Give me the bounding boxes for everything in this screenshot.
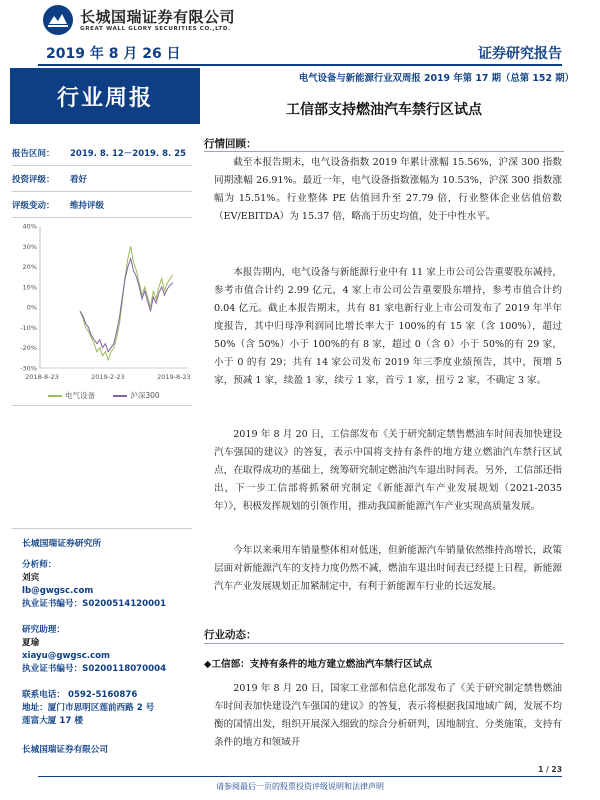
paragraph: 2019 年 8 月 20 日，工信部发布《关于研究制定禁售燃油车时间表加快建设汽车强国的建议》的答复，表示中国将支持有条件的地方建立燃油汽车禁行区试点，在取得成功的基础上，统筹研究制定燃油汽车退出时间表。另外，工信部还指出，下一步工信部将抓紧研究制定《新能源汽车产业发展规划（2021-2035 年）》，积极发挥规划的引领作用，推动我国新能源汽车产业实现高质量发展。 bbox=[214, 429, 562, 512]
y-tick-label: -30% bbox=[20, 364, 37, 373]
legend-swatch bbox=[48, 395, 62, 397]
left-divider bbox=[12, 405, 192, 406]
footer-divider bbox=[38, 776, 562, 777]
contact-phone: 联系电话： 0592-5160876 bbox=[22, 690, 138, 700]
y-tick-label: -20% bbox=[20, 344, 37, 353]
assistant-name: 夏瑜 bbox=[22, 638, 40, 648]
legend-label: 沪深300 bbox=[130, 391, 160, 400]
paragraph: 本报告期内，电气设备与新能源行业中有 11 家上市公司公告重要股东减持，参考市值合计约 2.99 亿元，4 家上市公司公告重要股东增持，参考市值合计约 0.04 亿元。截止本报告期末，共有 81 家电新行业上市公司发布了 2019 年半年度报告，其中归母净利润同比增长率大于 100%的有 15 家（含 100%），超过 50%（含 50%）小于 100%的有 8 家，超过 0（含 0）小于 50%的有 29 家，小于 0 的有 29；共有 14 家公司发布 2019 年三季度业绩预告，其中，预增 5 家，预减 1 家，续盈 1 家，续亏 1 家，首亏 1 家，扭亏 2 家，不确定 3 家。 bbox=[214, 267, 562, 386]
line-chart bbox=[12, 218, 192, 388]
assistant-email[interactable]: xiayu@gwgsc.com bbox=[22, 651, 111, 661]
section-divider bbox=[204, 151, 564, 152]
legend-label: 电气设备 bbox=[65, 391, 95, 400]
paragraph: 2019 年 8 月 20 日，国家工业部和信息化部发布了《关于研究制定禁售燃油车时间表加快建设汽车强国的建议》的答复，表示将根据我国地域广阔，发展不均衡的国情出发，组织开展深入细致的综合分析研判，因地制宜、分类施策，支持有条件的地方和领域开 bbox=[214, 683, 562, 748]
assistant-cert: 执业证书编号：S0200118070004 bbox=[22, 664, 167, 674]
paragraph: 今年以来乘用车销量整体相对低迷，但新能源汽车销量依然维持高增长，政策层面对新能源汽车的支持力度仍然不减，燃油车退出时间表已经提上日程，新能源汽车产业发展规划正加紧制定中，有利于新能源车行业的长远发展。 bbox=[214, 545, 562, 592]
section-title: 行业动态： bbox=[204, 629, 257, 641]
x-tick-label: 2018-8-23 bbox=[25, 373, 59, 381]
contact-address-2: 莲富大厦 17 楼 bbox=[22, 716, 83, 726]
news-headline: ◆工信部：支持有条件的地方建立燃油汽车禁行区试点 bbox=[204, 659, 433, 670]
meta-key: 报告区间： bbox=[12, 149, 55, 159]
meta-row bbox=[12, 192, 192, 218]
y-tick-label: 20% bbox=[22, 263, 37, 272]
assistant-block bbox=[22, 624, 202, 676]
x-tick-label: 2019-8-23 bbox=[157, 373, 191, 381]
contact-address: 地址：厦门市思明区莲前西路 2 号 bbox=[22, 703, 155, 713]
y-tick-label: 0% bbox=[26, 303, 37, 312]
assistant-label: 研究助理： bbox=[22, 625, 65, 635]
meta-row bbox=[12, 140, 192, 166]
research-institute: 长城国瑞证券研究所 bbox=[22, 539, 102, 549]
section-title: 行情回顾： bbox=[204, 138, 257, 150]
analyst-label: 分析师： bbox=[22, 560, 57, 570]
paragraph: 截至本报告期末，电气设备指数 2019 年累计涨幅 15.56%，沪深 300 指数同期涨幅 26.91%。最近一年，电气设备指数涨幅为 10.53%，沪深 300 指数涨幅为 15.51%。行业整体 PE 估值回升至 27.79 倍，行业整体企业估值倍数（EV/EBITDA）为 15.37 倍，略高于历史均值，处于中性水平。 bbox=[214, 157, 562, 222]
y-tick-label: 40% bbox=[22, 222, 37, 231]
analyst-email[interactable]: lb@gwgsc.com bbox=[22, 586, 94, 596]
index-performance-chart bbox=[12, 218, 192, 403]
series-line-0 bbox=[80, 246, 173, 360]
legend-swatch bbox=[113, 395, 127, 397]
series-info: 电气设备与新能源行业双周报 2019 年第 17 期（总第 152 期） bbox=[298, 73, 574, 84]
meta-value: 看好 bbox=[70, 175, 88, 185]
contact-block bbox=[22, 689, 202, 728]
report-title: 工信部支持燃油汽车禁行区试点 bbox=[286, 102, 482, 118]
legend-item bbox=[113, 391, 159, 400]
y-tick-label: 30% bbox=[22, 242, 37, 251]
meta-value: 2019. 8. 12－2019. 8. 25 bbox=[70, 149, 187, 159]
header-divider bbox=[38, 64, 562, 66]
report-type: 证券研究报告 bbox=[478, 46, 562, 62]
company-name-en: GREAT WALL GLORY SECURITIES CO.,LTD. bbox=[80, 26, 231, 32]
analyst-block bbox=[22, 559, 202, 611]
y-tick-label: -10% bbox=[20, 323, 37, 332]
weekly-report-badge: 行业周报 bbox=[10, 68, 200, 124]
meta-row bbox=[12, 166, 192, 192]
legend-item bbox=[48, 391, 95, 400]
section-divider bbox=[204, 643, 564, 644]
report-date: 2019 年 8 月 26 日 bbox=[46, 46, 181, 62]
company-footer-name: 长城国瑞证券有限公司 bbox=[22, 745, 108, 755]
series-line-1 bbox=[80, 259, 173, 352]
y-tick-label: 10% bbox=[22, 283, 37, 292]
meta-key: 评级变动： bbox=[12, 201, 55, 211]
chart-legend bbox=[12, 390, 192, 401]
page-number: 1 / 23 bbox=[538, 765, 562, 774]
x-tick-label: 2019-2-23 bbox=[91, 373, 125, 381]
meta-value: 维持评级 bbox=[70, 201, 105, 211]
analyst-cert: 执业证书编号：S0200514120001 bbox=[22, 599, 167, 609]
analyst-name: 刘宾 bbox=[22, 573, 40, 583]
company-name: 长城国瑞证券有限公司 bbox=[80, 8, 236, 26]
report-meta bbox=[12, 140, 192, 218]
left-divider bbox=[12, 528, 192, 529]
footer-disclaimer: 请参阅最后一页的股票投资评级说明和法律声明 bbox=[216, 782, 384, 791]
meta-key: 投资评级： bbox=[12, 175, 55, 185]
company-logo-icon bbox=[42, 4, 74, 36]
